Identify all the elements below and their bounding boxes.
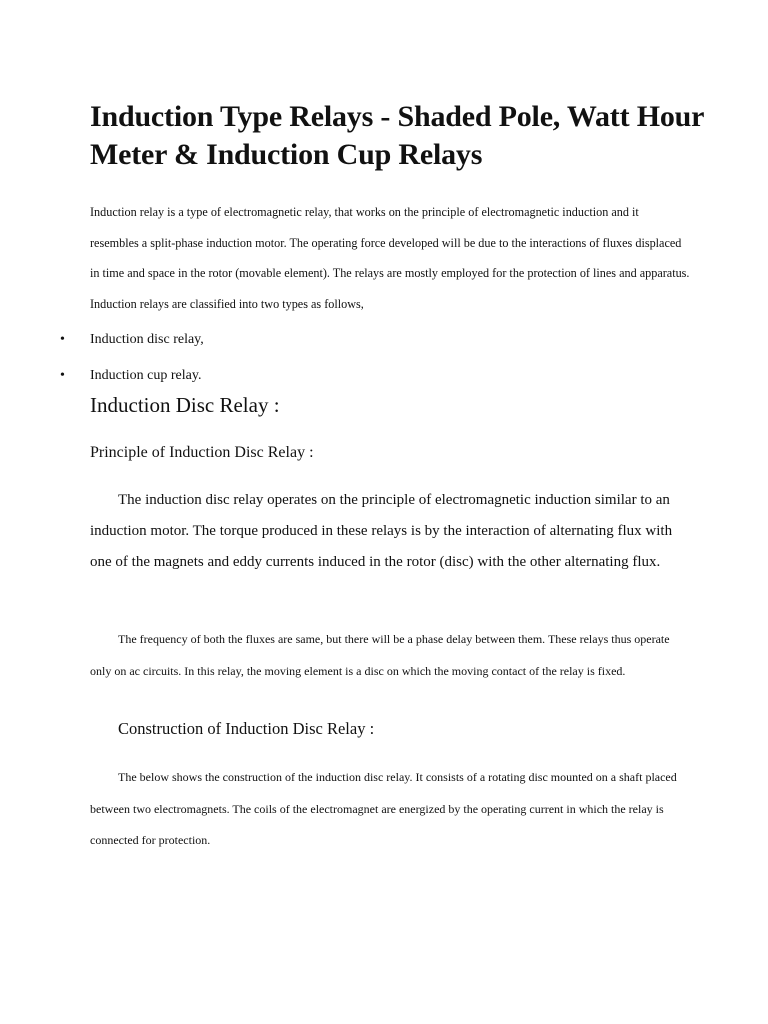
principle-paragraph: The induction disc relay operates on the principle of electromagnetic induction similar to an induction motor. The torque produced in these relays is by the interaction of alternating flux with one of the magnets and eddy currents induced in the rotor (disc) with the other alternating flux.	[90, 492, 673, 570]
subheading-construction: Construction of Induction Disc Relay :	[118, 719, 375, 738]
construction-paragraph: The below shows the construction of the induction disc relay. It consists of a rotating disc mounted on a shaft placed between two electromagnets. The coils of the electromagnet are energized by the operating current in which the relay is connected for protection.	[90, 770, 677, 847]
frequency-paragraph: The frequency of both the fluxes are same, but there will be a phase delay between them. These relays thus operate only on ac circuits. In this relay, the moving element is a disc on which the moving contact of the relay is fixed.	[90, 632, 670, 678]
intro-paragraph: Induction relay is a type of electromagnetic relay, that works on the principle of electromagnetic induction and it resembles a split-phase induction motor. The operating force developed will be due to the interactions of fluxes displaced in time and space in the rotor (movable element). The relays are mostly employed for the protection of lines and apparatus. Induction relays are classified into two types as follows,	[90, 205, 690, 311]
relay-types-list	[60, 322, 204, 394]
list-item-text: Induction cup relay.	[90, 368, 202, 383]
section-heading-disc-relay: Induction Disc Relay :	[90, 393, 280, 417]
subheading-principle: Principle of Induction Disc Relay :	[90, 444, 314, 461]
bullet-icon: •	[60, 332, 65, 347]
list-item-text: Induction disc relay,	[90, 332, 204, 347]
list-item	[60, 322, 204, 358]
bullet-icon: •	[60, 368, 65, 383]
page-title: Induction Type Relays - Shaded Pole, Watt Hour Meter & Induction Cup Relays	[90, 100, 704, 171]
